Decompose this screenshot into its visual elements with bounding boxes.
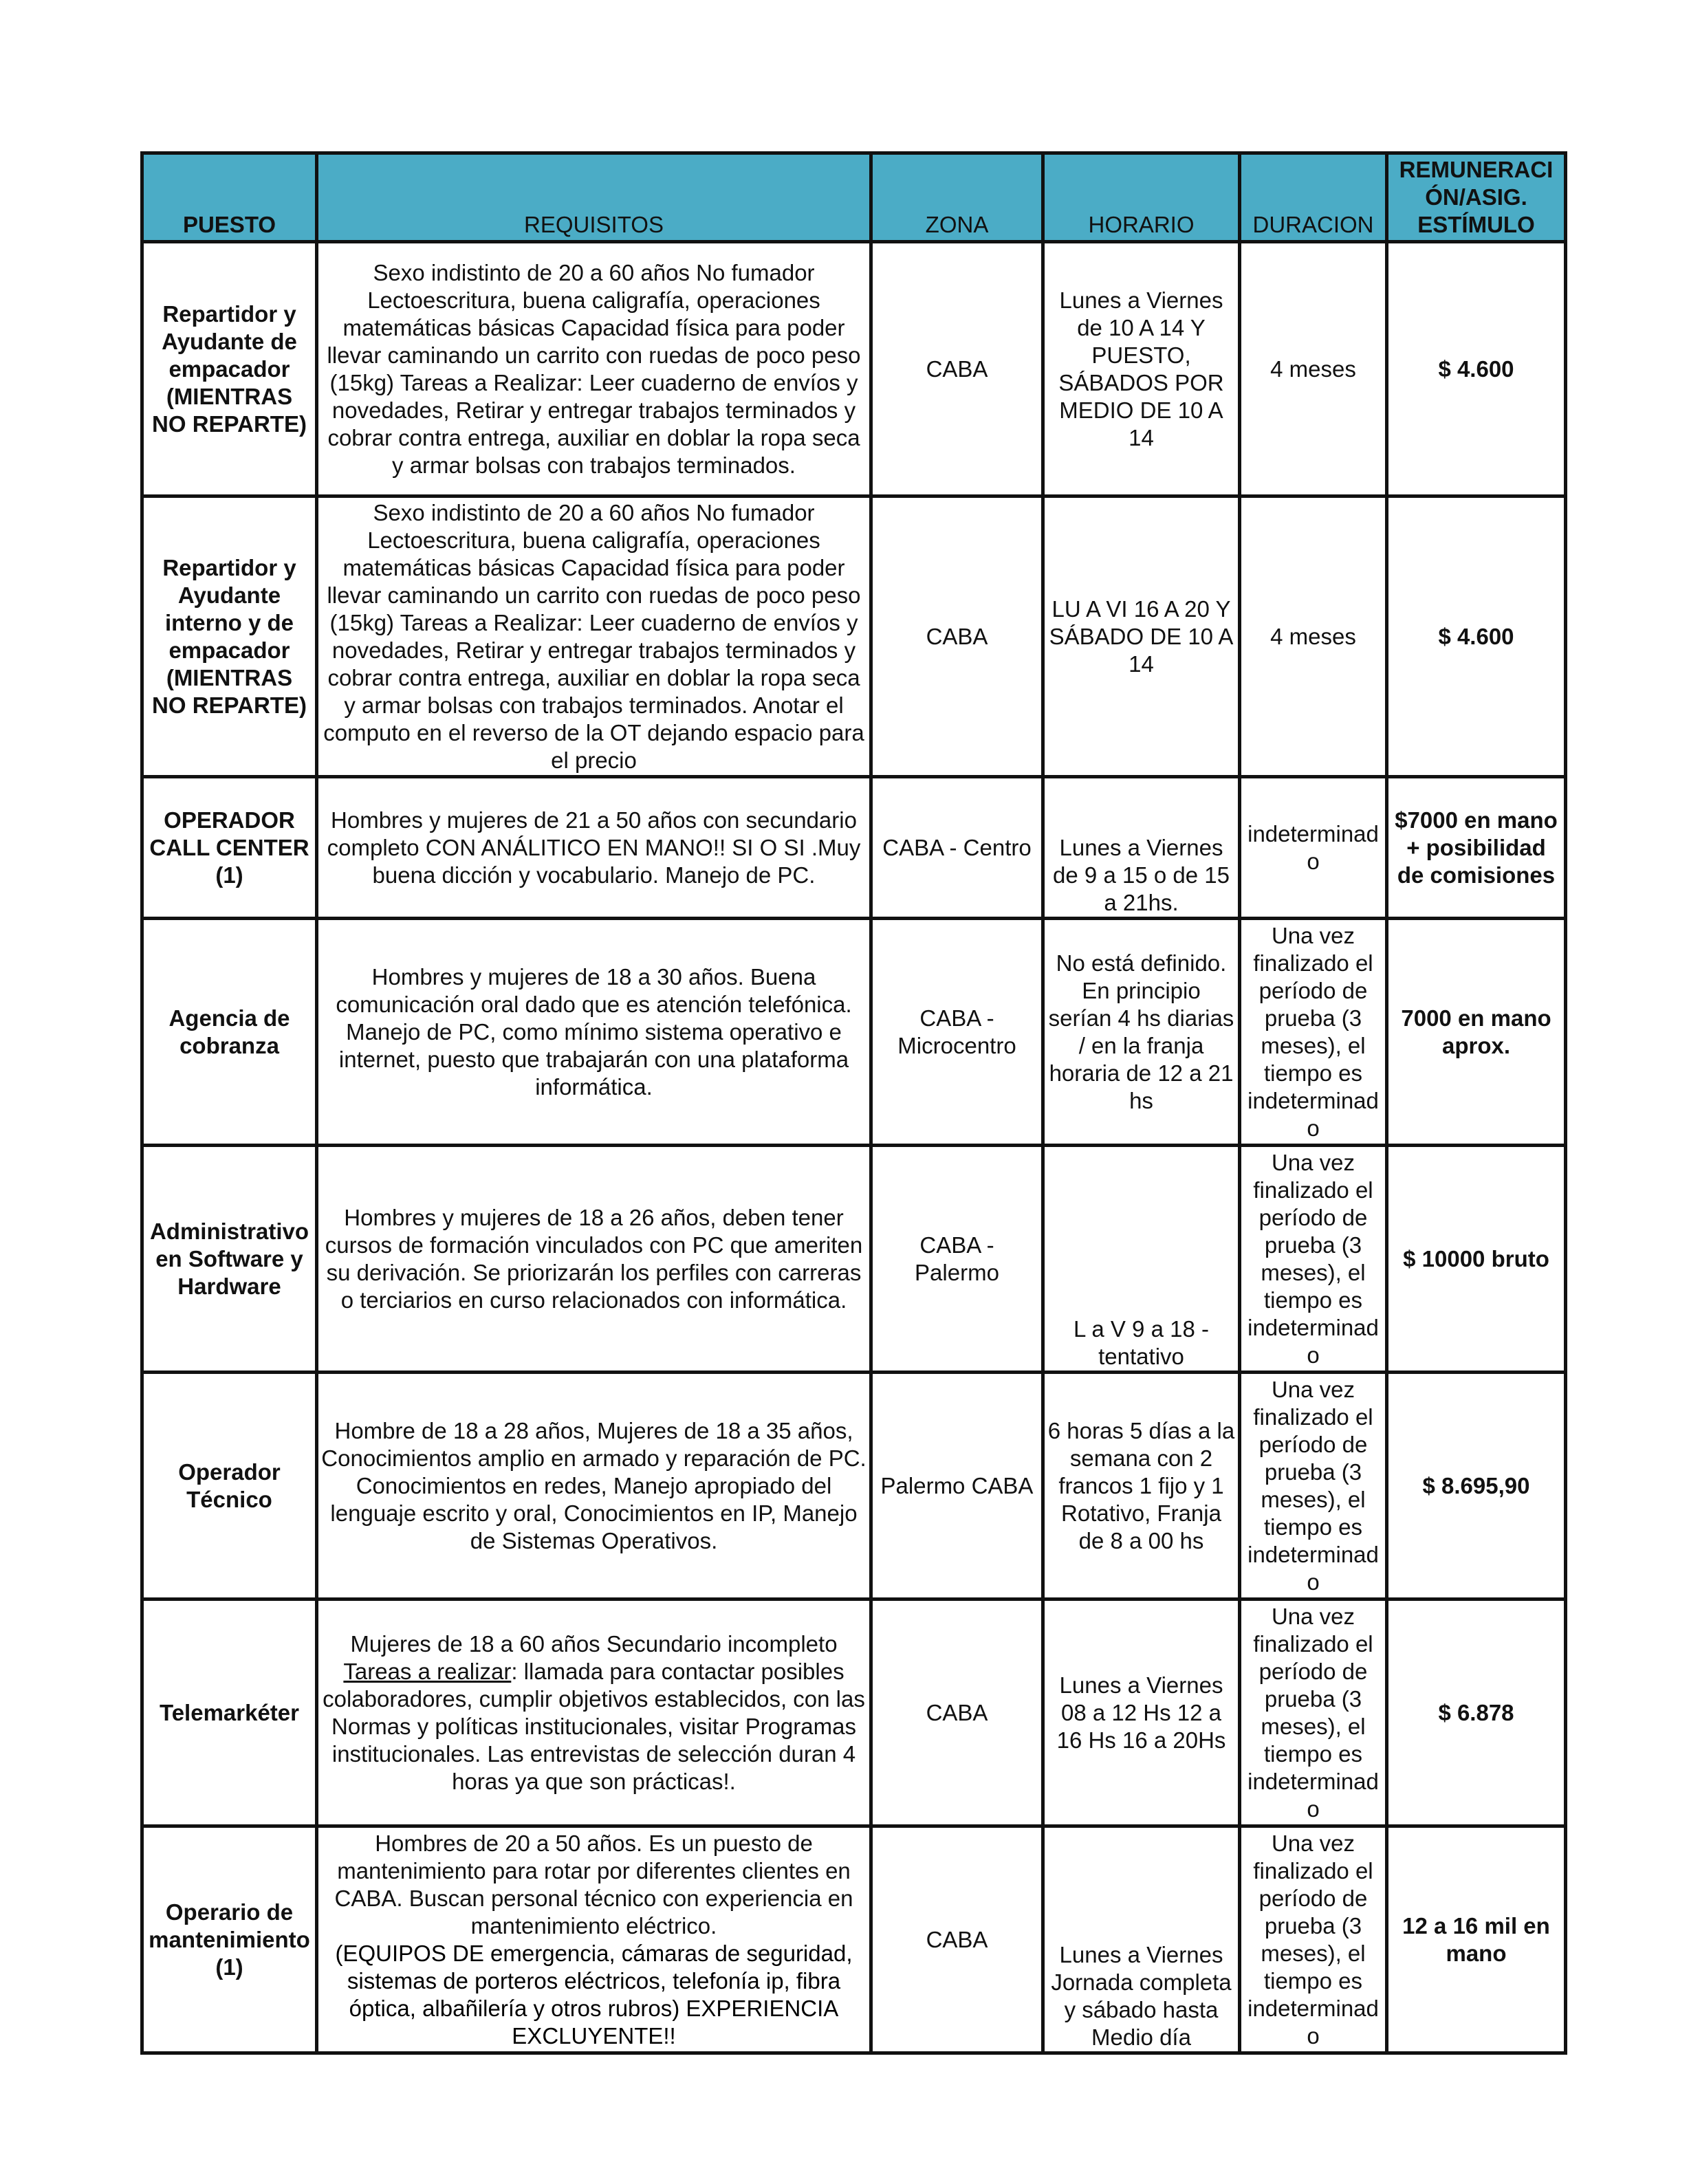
table-row (142, 1826, 1566, 2053)
zona-cell: Palermo CABA (871, 1373, 1043, 1599)
remuneracion-cell: $ 4.600 (1387, 496, 1566, 777)
zona-cell: CABA (871, 496, 1043, 777)
horario-cell: Lunes a Viernes 08 a 12 Hs 12 a 16 Hs 16 a 20Hs (1043, 1599, 1240, 1826)
remuneracion-cell: $7000 en mano + posibilidad de comisiones (1387, 777, 1566, 919)
requisitos-underlined-text: Tareas a realizar (343, 1658, 512, 1684)
duracion-cell: 4 meses (1240, 496, 1387, 777)
requisitos-text: (EQUIPOS DE emergencia, cámaras de seguridad, sistemas de porteros eléctricos, telefonía ip, fibra óptica, albañilería y otros rubros) EXPERIENCIA EXCLUYENTE!! (335, 1940, 853, 2049)
table-header-row (142, 153, 1566, 242)
zona-cell: CABA (871, 1599, 1043, 1826)
zona-cell: CABA - Centro (871, 777, 1043, 919)
table-row (142, 1146, 1566, 1373)
puesto-cell: Agencia de cobranza (142, 919, 317, 1146)
puesto-cell: Telemarkéter (142, 1599, 317, 1826)
remuneracion-cell: 12 a 16 mil en mano (1387, 1826, 1566, 2053)
table-row (142, 496, 1566, 777)
header-remuneracion: REMUNERACIÓN/ASIG. ESTÍMULO (1387, 153, 1566, 242)
duracion-cell: Una vez finalizado el período de prueba (3 meses), el tiempo es indeterminado (1240, 1826, 1387, 2053)
table-row (142, 777, 1566, 919)
table-row (142, 919, 1566, 1146)
header-horario: HORARIO (1043, 153, 1240, 242)
zona-cell: CABA (871, 242, 1043, 496)
requisitos-cell: Sexo indistinto de 20 a 60 años No fumador Lectoescritura, buena caligrafía, operaciones matemáticas básicas Capacidad física para poder llevar caminando un carrito con ruedas de poco peso (15kg) Tareas a Realizar: Leer cuaderno de envíos y novedades, Retirar y entregar trabajos terminados y cobrar contra entrega, auxiliar en doblar la ropa seca y armar bolsas con trabajos terminados. Anotar el computo en el reverso de la OT dejando espacio para el precio (317, 496, 871, 777)
requisitos-cell: Hombres y mujeres de 21 a 50 años con secundario completo CON ANÁLITICO EN MANO!! SI O SI .Muy buena dicción y vocabulario. Manejo de PC. (317, 777, 871, 919)
requisitos-cell: Hombres y mujeres de 18 a 26 años, deben tener cursos de formación vinculados con PC que ameriten su derivación. Se priorizarán los perfiles con carreras o terciarios en curso relacionados con informática. (317, 1146, 871, 1373)
jobs-table (140, 151, 1567, 2055)
puesto-cell: Operario de mantenimiento(1) (142, 1826, 317, 2053)
requisitos-text: Mujeres de 18 a 60 años Secundario incompleto (350, 1630, 838, 1657)
header-puesto: PUESTO (142, 153, 317, 242)
header-requisitos: REQUISITOS (317, 153, 871, 242)
header-duracion: DURACION (1240, 153, 1387, 242)
remuneracion-cell: $ 8.695,90 (1387, 1373, 1566, 1599)
duracion-cell: Una vez finalizado el período de prueba (3 meses), el tiempo es indeterminado (1240, 1146, 1387, 1373)
requisitos-cell (317, 1599, 871, 1826)
zona-cell: CABA (871, 1826, 1043, 2053)
table-row (142, 1599, 1566, 1826)
duracion-cell: Una vez finalizado el período de prueba (3 meses), el tiempo es indeterminado (1240, 1599, 1387, 1826)
header-zona: ZONA (871, 153, 1043, 242)
horario-cell: 6 horas 5 días a la semana con 2 francos 1 fijo y 1 Rotativo, Franja de 8 a 00 hs (1043, 1373, 1240, 1599)
duracion-cell: 4 meses (1240, 242, 1387, 496)
puesto-cell: OPERADOR CALL CENTER (1) (142, 777, 317, 919)
puesto-cell: Repartidor y Ayudante de empacador (MIENTRAS NO REPARTE) (142, 242, 317, 496)
table-row (142, 1373, 1566, 1599)
remuneracion-cell: 7000 en mano aprox. (1387, 919, 1566, 1146)
remuneracion-cell: $ 10000 bruto (1387, 1146, 1566, 1373)
remuneracion-cell: $ 6.878 (1387, 1599, 1566, 1826)
requisitos-cell: Hombre de 18 a 28 años, Mujeres de 18 a 35 años, Conocimientos amplio en armado y reparación de PC. Conocimientos en redes, Manejo apropiado del lenguaje escrito y oral, Conocimientos en IP, Manejo de Sistemas Operativos. (317, 1373, 871, 1599)
duracion-cell: indeterminado (1240, 777, 1387, 919)
duracion-cell: Una vez finalizado el período de prueba (3 meses), el tiempo es indeterminado (1240, 1373, 1387, 1599)
table-row (142, 242, 1566, 496)
requisitos-cell (317, 1826, 871, 2053)
horario-cell: Lunes a Viernes de 10 A 14 Y PUESTO, SÁBADOS POR MEDIO DE 10 A 14 (1043, 242, 1240, 496)
horario-cell: Lunes a Viernes Jornada completa y sábado hasta Medio día (1043, 1826, 1240, 2053)
requisitos-cell: Hombres y mujeres de 18 a 30 años. Buena comunicación oral dado que es atención telefónica. Manejo de PC, como mínimo sistema operativo e internet, puesto que trabajarán con una plataforma informática. (317, 919, 871, 1146)
horario-cell: LU A VI 16 A 20 Y SÁBADO DE 10 A 14 (1043, 496, 1240, 777)
duracion-cell: Una vez finalizado el período de prueba (3 meses), el tiempo es indeterminado (1240, 919, 1387, 1146)
zona-cell: CABA - Microcentro (871, 919, 1043, 1146)
puesto-cell: Administrativo en Software y Hardware (142, 1146, 317, 1373)
remuneracion-cell: $ 4.600 (1387, 242, 1566, 496)
puesto-cell: Repartidor y Ayudante interno y de empacador (MIENTRAS NO REPARTE) (142, 496, 317, 777)
horario-cell: No está definido. En principio serían 4 hs diarias / en la franja horaria de 12 a 21 hs (1043, 919, 1240, 1146)
puesto-cell: Operador Técnico (142, 1373, 317, 1599)
requisitos-text: : llamada para contactar posibles colaboradores, cumplir objetivos establecidos, con las Normas y políticas institucionales, visitar Programas institucionales. Las entrevistas de selección duran 4 horas ya que son prácticas!. (323, 1658, 865, 1794)
requisitos-cell: Sexo indistinto de 20 a 60 años No fumador Lectoescritura, buena caligrafía, operaciones matemáticas básicas Capacidad física para poder llevar caminando un carrito con ruedas de poco peso (15kg) Tareas a Realizar: Leer cuaderno de envíos y novedades, Retirar y entregar trabajos terminados y cobrar contra entrega, auxiliar en doblar la ropa seca y armar bolsas con trabajos terminados. (317, 242, 871, 496)
zona-cell: CABA - Palermo (871, 1146, 1043, 1373)
requisitos-text: Hombres de 20 a 50 años. Es un puesto de mantenimiento para rotar por diferentes clientes en CABA. Buscan personal técnico con experiencia en mantenimiento eléctrico. (334, 1830, 853, 1939)
horario-cell: L a V 9 a 18 - tentativo (1043, 1146, 1240, 1373)
horario-cell: Lunes a Viernes de 9 a 15 o de 15 a 21hs. (1043, 777, 1240, 919)
